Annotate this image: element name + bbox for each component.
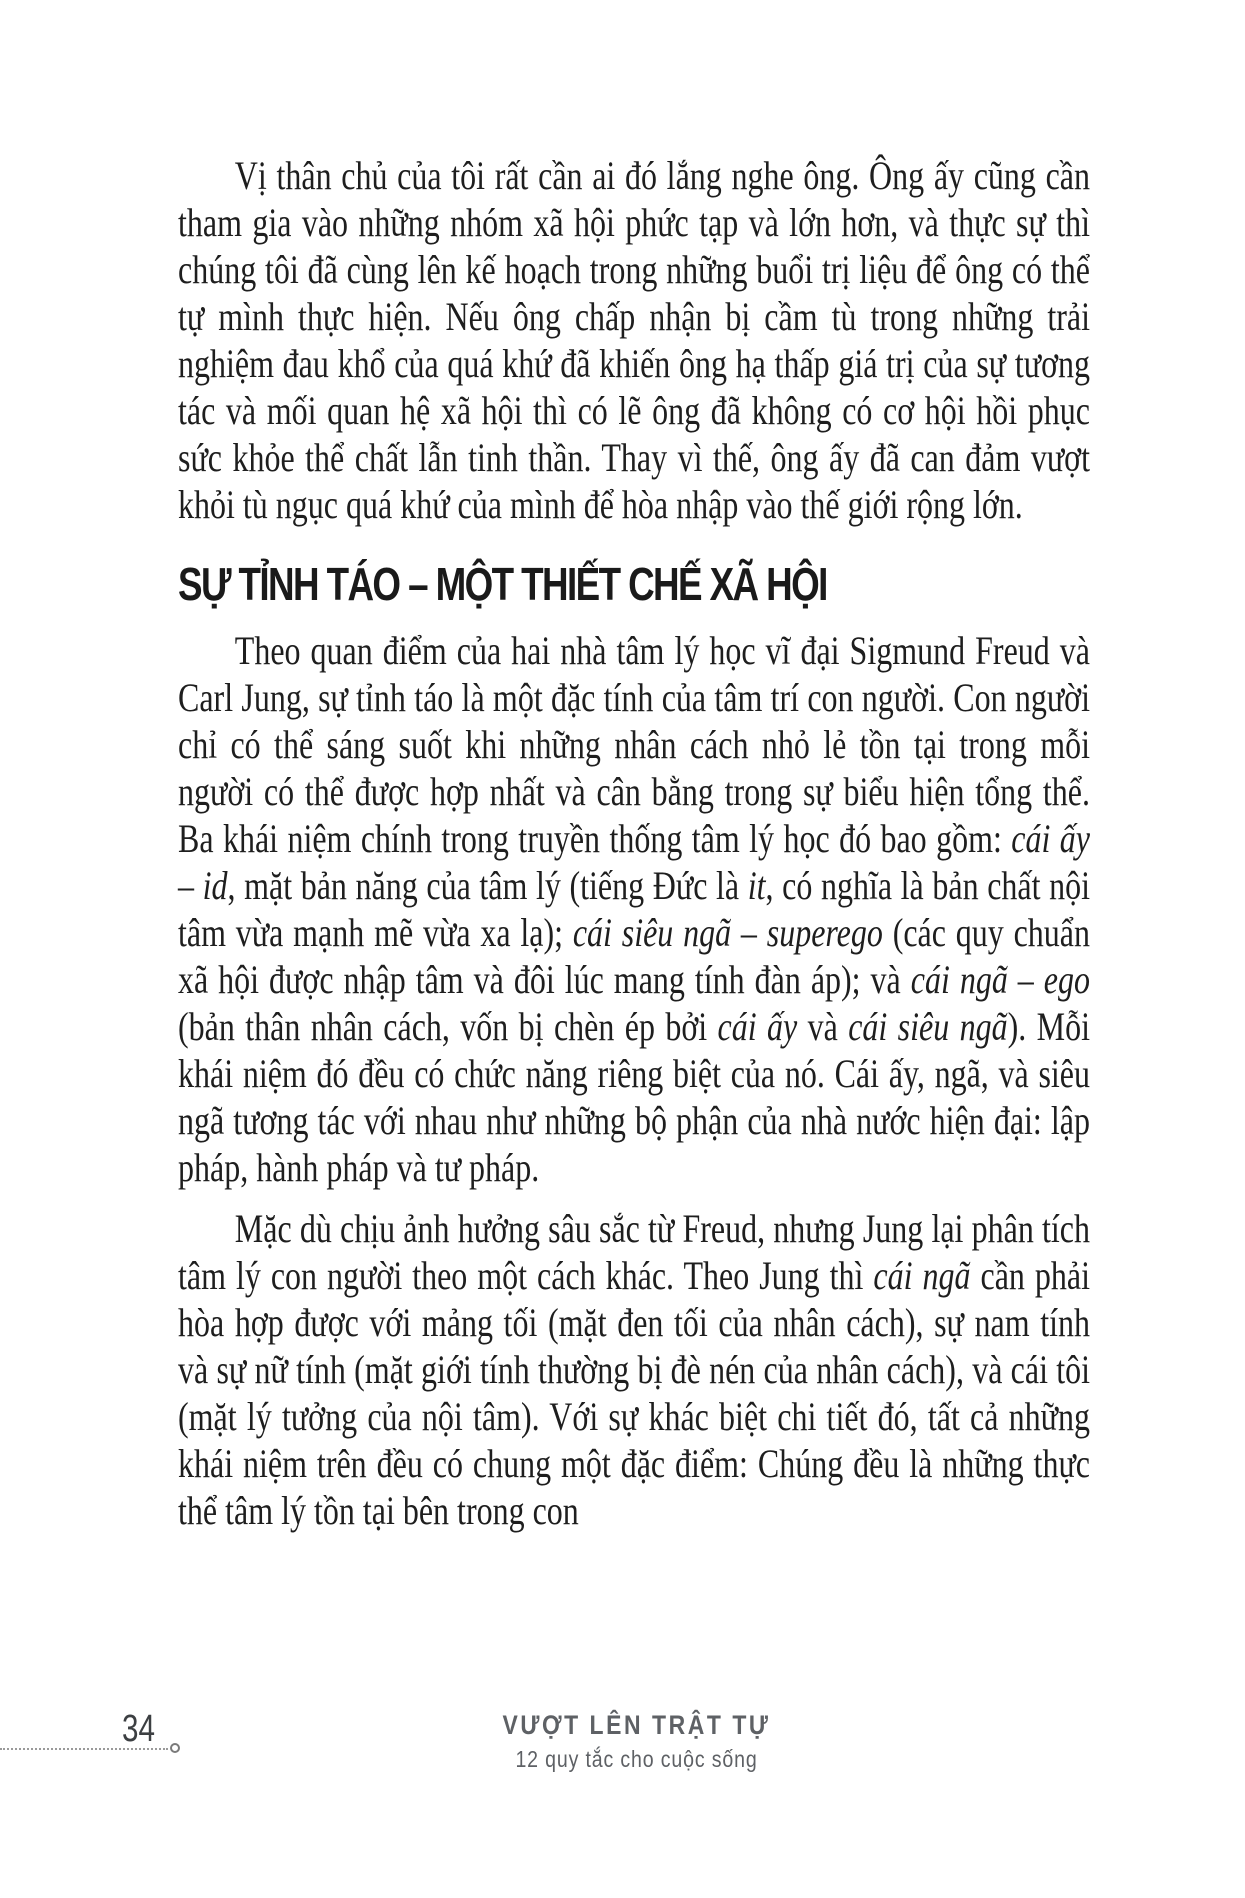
paragraph-freud-jung-sanity: Theo quan điểm của hai nhà tâm lý học vĩ đại Sigmund Freud và Carl Jung, sự tỉnh táo là một đặc tính của tâm trí con người. Con người chỉ có thể sáng suốt khi những nhân cách nhỏ lẻ tồn tại trong mỗi người có thể được hợp nhất và cân bằng trong sự biểu hiện tổng thể. Ba khái niệm chính trong truyền thống tâm lý học đó bao gồm: cái ấy – id, mặt bản năng của tâm lý (tiếng Đức là it, có nghĩa là bản chất nội tâm vừa mạnh mẽ vừa xa lạ); cái siêu ngã – superego (các quy chuẩn xã hội được nhập tâm và đôi lúc mang tính đàn áp); và cái ngã – ego (bản thân nhân cách, vốn bị chèn ép bởi cái ấy và cái siêu ngã). Mỗi khái niệm đó đều có chức năng riêng biệt của nó. Cái ấy, ngã, và siêu ngã tương tác với nhau như những bộ phận của nhà nước hiện đại: lập pháp, hành pháp và tư pháp.: [178, 628, 1091, 1190]
paragraph-client-listening: Vị thân chủ của tôi rất cần ai đó lắng nghe ông. Ông ấy cũng cần tham gia vào những nhóm xã hội phức tạp và lớn hơn, và thực sự thì chúng tôi đã cùng lên kế hoạch trong những buổi trị liệu để ông có thể tự mình thực hiện. Nếu ông chấp nhận bị cầm tù trong những trải nghiệm đau khổ của quá khứ đã khiến ông hạ thấp giá trị của sự tương tác và mối quan hệ xã hội thì có lẽ ông đã không có cơ hội hồi phục sức khỏe thể chất lẫn tinh thần. Thay vì thế, ông ấy đã can đảm vượt khỏi tù ngục quá khứ của mình để hòa nhập vào thế giới rộng lớn.: [178, 153, 1091, 527]
book-subtitle: 12 quy tắc cho cuộc sống: [515, 1746, 758, 1772]
book-title: VƯỢT LÊN TRẬT TỰ: [502, 1710, 771, 1740]
running-title-block: [14, 1710, 1245, 1772]
page-number: 34: [122, 1708, 155, 1750]
page-body: [178, 152, 1090, 1548]
section-heading: SỰ TỈNH TÁO – MỘT THIẾT CHẾ XÃ HỘI: [178, 558, 827, 610]
paragraph-jung-analysis: Mặc dù chịu ảnh hưởng sâu sắc từ Freud, nhưng Jung lại phân tích tâm lý con người theo một cách khác. Theo Jung thì cái ngã cần phải hòa hợp được với mảng tối (mặt đen tối của nhân cách), sự nam tính và sự nữ tính (mặt giới tính thường bị đè nén của nhân cách), và cái tôi (mặt lý tưởng của nội tâm). Với sự khác biệt chi tiết đó, tất cả những khái niệm trên đều có chung một đặc điểm: Chúng đều là những thực thể tâm lý tồn tại bên trong con: [178, 1206, 1091, 1533]
